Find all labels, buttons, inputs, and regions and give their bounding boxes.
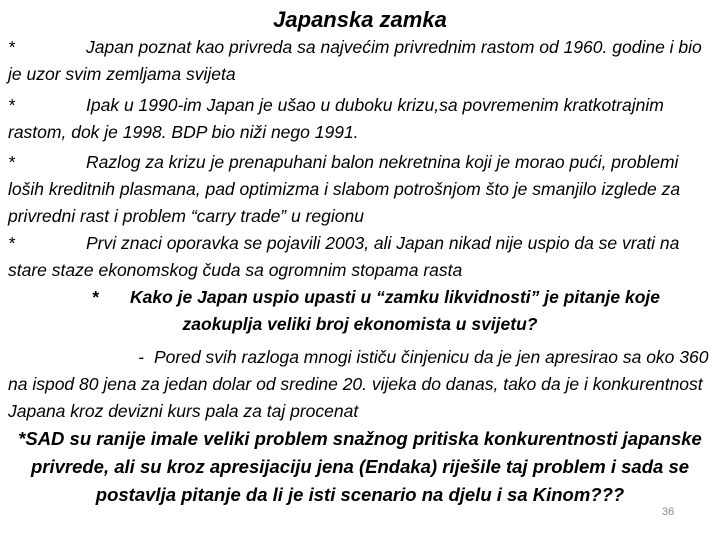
paragraph-5-text: Kako je Japan uspio upasti u “zamku likvidnosti” je pitanje koje zaokuplja veliki broj ekonomista u svijetu? (130, 287, 660, 334)
paragraph-2 (8, 92, 712, 146)
bullet-1: * (8, 37, 15, 57)
paragraph-4 (8, 230, 712, 284)
slide-title: Japanska zamka (273, 7, 447, 32)
slide-number: 36 (662, 506, 675, 518)
paragraph-1-text: Japan poznat kao privreda sa najvećim privrednim rastom od 1960. godine i bio je uzor svim zemljama svijeta (8, 37, 702, 84)
paragraph-7-text: SAD su ranije imale veliki problem snažnog pritiska konkurentnosti japanske privrede, ali su kroz apresijaciju jena (Endaka) riješile taj problem i sada se postavlja pitanje da li je isti scenario na djelu i sa Kinom??? (25, 428, 702, 505)
paragraph-4-text: Prvi znaci oporavka se pojavili 2003, ali Japan nikad nije uspio da se vrati na stare staze ekonomskog čuda sa ogromnim stopama rasta (8, 233, 680, 280)
bullet-2: * (8, 95, 15, 115)
paragraph-6 (8, 344, 712, 425)
bullet-3: * (8, 152, 15, 172)
bullet-4: * (8, 233, 15, 253)
bullet-7: * (18, 428, 26, 449)
paragraph-1 (8, 34, 712, 88)
paragraph-6-text: Pored svih razloga mnogi ističu činjenicu da je jen apresirao sa oko 360 na ispod 80 jena za jedan dolar od sredine 20. vijeka do danas, tako da je i konkurentnost Japana kroz devizni kurs pala za taj procenat (8, 347, 709, 421)
bullet-6: - (138, 347, 144, 367)
bullet-5: * (91, 287, 99, 307)
paragraph-7-conclusion (10, 425, 710, 509)
paragraph-3 (8, 149, 712, 230)
paragraph-5-question (20, 284, 700, 338)
paragraph-2-text: Ipak u 1990-im Japan je ušao u duboku krizu,sa povremenim kratkotrajnim rastom, dok je 1998. BDP bio niži nego 1991. (8, 95, 664, 142)
paragraph-3-text: Razlog za krizu je prenapuhani balon nekretnina koji je morao pući, problemi loših kreditnih plasmana, pad optimizma i slabom potrošnjom što je smanjilo izglede za privredni rast i problem “carry trade” u regionu (8, 152, 681, 226)
